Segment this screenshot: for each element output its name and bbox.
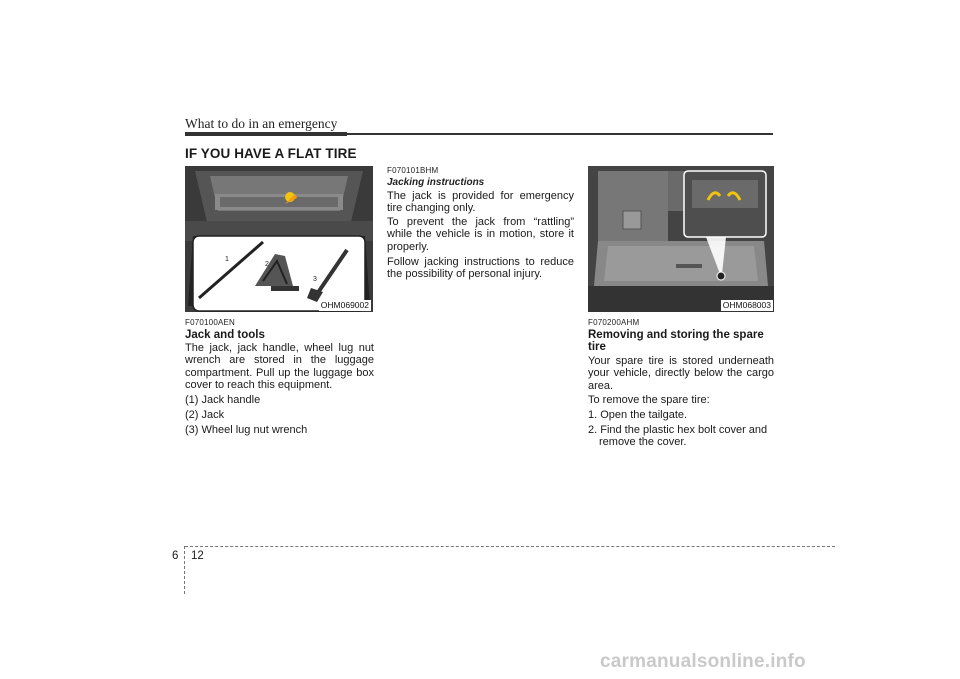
luggage-tools-figure: [185, 166, 373, 312]
section-title: IF YOU HAVE A FLAT TIRE: [185, 146, 357, 161]
cargo-area-figure: [588, 166, 774, 312]
body-paragraph: To prevent the jack from “rattling” while the vehicle is in motion, store it properly.: [387, 216, 574, 253]
steps-intro: To remove the spare tire:: [588, 394, 710, 406]
subsection-heading: Jack and tools: [185, 329, 265, 341]
watermark: carmanualsonline.info: [600, 651, 806, 672]
page-number: 12: [191, 550, 204, 562]
subsection-heading-continued: tire: [588, 341, 606, 353]
figure-label: OHM068003: [722, 300, 771, 310]
subsection-heading: Removing and storing the spare: [588, 329, 764, 341]
section-code: F070100AEN: [185, 318, 236, 327]
callout-1: 1: [225, 256, 229, 263]
step-item: 2. Find the plastic hex bolt cover and remove the cover.: [588, 424, 768, 449]
section-code: F070101BHM: [387, 166, 439, 175]
subsection-heading: Jacking instructions: [387, 177, 485, 188]
callout-2: 2: [265, 261, 269, 268]
list-item: (3) Wheel lug nut wrench: [185, 424, 308, 436]
footer-vertical-rule: [184, 546, 185, 594]
cargo-area-illustration: [588, 166, 774, 312]
callout-3: 3: [313, 276, 317, 283]
figure-label: OHM069002: [320, 300, 369, 310]
body-paragraph: The jack is provided for emergency tire changing only.: [387, 190, 574, 215]
page-chapter-number: 6: [172, 550, 179, 562]
step-item: 1. Open the tailgate.: [588, 409, 688, 421]
body-paragraph: The jack, jack handle, wheel lug nut wrench are stored in the luggage compartment. Pull up the luggage box cover to reach this equipment.: [185, 342, 374, 391]
body-paragraph: Your spare tire is stored underneath your vehicle, directly below the cargo area.: [588, 355, 774, 392]
body-paragraph: Follow jacking instructions to reduce the possibility of personal injury.: [387, 256, 574, 281]
footer-rule: [185, 546, 835, 547]
section-code: F070200AHM: [588, 318, 640, 327]
list-item: (1) Jack handle: [185, 394, 261, 406]
luggage-tools-illustration: [185, 166, 373, 312]
header-rule-accent: [185, 132, 347, 136]
list-item: (2) Jack: [185, 409, 225, 421]
chapter-title: What to do in an emergency: [185, 116, 338, 131]
